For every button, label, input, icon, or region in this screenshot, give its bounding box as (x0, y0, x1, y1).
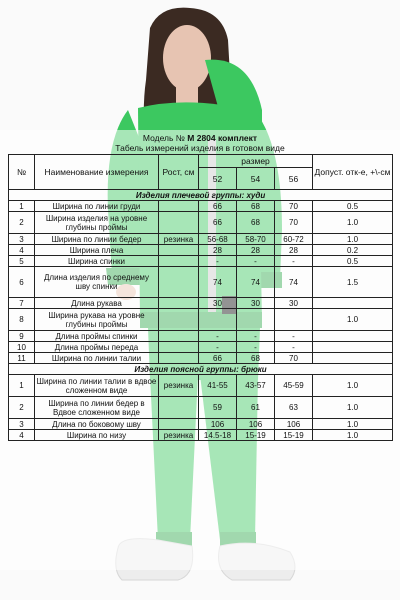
cell-number: 3 (9, 234, 35, 245)
cell-tolerance: 1.0 (313, 234, 393, 245)
cell-height (159, 256, 199, 267)
cell-name: Ширина по линии талии (35, 353, 159, 364)
cell-number: 6 (9, 267, 35, 298)
cell-height (159, 342, 199, 353)
cell-name: Ширина по линии талии в вдвое сложенном виде (35, 375, 159, 397)
section-title: Изделия плечевой группы: худи (9, 190, 393, 201)
table-row (9, 342, 393, 353)
cell-name: Длина изделия по среднему шву спинки (35, 267, 159, 298)
sheet-title (8, 133, 392, 143)
model-prefix: Модель № (142, 133, 185, 143)
cell-height (159, 331, 199, 342)
header-size-2: 54 (237, 168, 275, 190)
cell-tolerance: 1.0 (313, 309, 393, 331)
header-size-3: 56 (275, 168, 313, 190)
cell-number: 1 (9, 375, 35, 397)
cell-number: 8 (9, 309, 35, 331)
table-row (9, 375, 393, 397)
cell-tolerance: 0.5 (313, 256, 393, 267)
cell-size-56: 63 (275, 397, 313, 419)
cell-tolerance: 1.0 (313, 419, 393, 430)
cell-name: Ширина по низу (35, 430, 159, 441)
cell-size-56: 15-19 (275, 430, 313, 441)
cell-tolerance: 1.0 (313, 430, 393, 441)
header-size-1: 52 (199, 168, 237, 190)
cell-size-54: 30 (237, 298, 275, 309)
cell-name: Ширина по линии бедер (35, 234, 159, 245)
cell-name: Ширина рукава на уровне глубины проймы (35, 309, 159, 331)
cell-size-56: 45-59 (275, 375, 313, 397)
table-row (9, 419, 393, 430)
cell-size-54: 106 (237, 419, 275, 430)
cell-tolerance: 1.5 (313, 267, 393, 298)
header-name: Наименование измерения (35, 155, 159, 190)
cell-size-52: - (199, 342, 237, 353)
cell-size-52: 59 (199, 397, 237, 419)
cell-size-56: - (275, 342, 313, 353)
cell-size-54: - (237, 342, 275, 353)
cell-size-54: 43-57 (237, 375, 275, 397)
section-title: Изделия поясной группы: брюки (9, 364, 393, 375)
table-row (9, 397, 393, 419)
cell-name: Ширина по линии груди (35, 201, 159, 212)
pants-rows (9, 375, 393, 441)
section-row (9, 364, 393, 375)
cell-size-52 (199, 309, 237, 331)
cell-size-56: - (275, 331, 313, 342)
cell-size-52: 66 (199, 212, 237, 234)
cell-height (159, 309, 199, 331)
cell-size-56: - (275, 256, 313, 267)
header-size: размер (199, 155, 313, 168)
cell-size-54: 74 (237, 267, 275, 298)
table-row (9, 201, 393, 212)
cell-name: Длина проймы спинки (35, 331, 159, 342)
cell-height: резинка (159, 234, 199, 245)
table-row (9, 309, 393, 331)
cell-size-54: 58-70 (237, 234, 275, 245)
cell-name: Ширина спинки (35, 256, 159, 267)
table-row (9, 234, 393, 245)
cell-size-52: 56-68 (199, 234, 237, 245)
table-row (9, 331, 393, 342)
cell-height (159, 245, 199, 256)
model-name: М 2804 комплект (187, 133, 258, 143)
table-row (9, 256, 393, 267)
cell-size-52: - (199, 331, 237, 342)
cell-size-54: - (237, 256, 275, 267)
cell-height (159, 353, 199, 364)
cell-height: резинка (159, 430, 199, 441)
cell-tolerance (313, 353, 393, 364)
cell-number: 3 (9, 419, 35, 430)
cell-number: 2 (9, 212, 35, 234)
cell-size-54: 68 (237, 353, 275, 364)
cell-number: 10 (9, 342, 35, 353)
cell-name: Ширина по линии бедер в Вдвое сложенном виде (35, 397, 159, 419)
cell-height: резинка (159, 375, 199, 397)
cell-height (159, 212, 199, 234)
cell-height (159, 419, 199, 430)
cell-height (159, 201, 199, 212)
cell-number: 2 (9, 397, 35, 419)
cell-name: Длина рукава (35, 298, 159, 309)
cell-number: 7 (9, 298, 35, 309)
cell-size-52: 30 (199, 298, 237, 309)
cell-number: 9 (9, 331, 35, 342)
header-tolerance: Допуст. отк-е, +\-см (313, 155, 393, 190)
header-no: № (9, 155, 35, 190)
cell-size-54: 61 (237, 397, 275, 419)
cell-size-52: 41-55 (199, 375, 237, 397)
table-row (9, 353, 393, 364)
model-face (163, 25, 211, 91)
cell-tolerance: 1.0 (313, 212, 393, 234)
table-row (9, 430, 393, 441)
cell-tolerance (313, 298, 393, 309)
cell-name: Ширина плеча (35, 245, 159, 256)
cell-size-56: 70 (275, 353, 313, 364)
cell-size-52: 14.5-18 (199, 430, 237, 441)
hoodie-rows (9, 201, 393, 364)
cell-tolerance: 1.0 (313, 375, 393, 397)
cell-size-54: 28 (237, 245, 275, 256)
cell-tolerance: 0.2 (313, 245, 393, 256)
measurement-table (8, 154, 393, 441)
cell-tolerance: 1.0 (313, 397, 393, 419)
sheet-subtitle: Табель измерений изделия в готовом виде (115, 143, 285, 153)
table-row (9, 245, 393, 256)
measurement-sheet (8, 133, 392, 441)
cell-height (159, 298, 199, 309)
cell-size-54 (237, 309, 275, 331)
cell-size-52: 66 (199, 353, 237, 364)
cell-tolerance (313, 342, 393, 353)
cell-name: Длина проймы переда (35, 342, 159, 353)
section-row (9, 190, 393, 201)
cell-size-52: - (199, 256, 237, 267)
cell-size-56: 106 (275, 419, 313, 430)
cell-number: 11 (9, 353, 35, 364)
table-row (9, 298, 393, 309)
cell-size-56: 70 (275, 212, 313, 234)
table-row (9, 212, 393, 234)
cell-number: 4 (9, 430, 35, 441)
cell-size-56 (275, 309, 313, 331)
cell-size-52: 28 (199, 245, 237, 256)
cell-size-52: 66 (199, 201, 237, 212)
cell-size-54: - (237, 331, 275, 342)
cell-name: Ширина изделия на уровне глубины проймы (35, 212, 159, 234)
cell-size-56: 28 (275, 245, 313, 256)
cell-height (159, 397, 199, 419)
cell-size-56: 74 (275, 267, 313, 298)
cell-size-56: 30 (275, 298, 313, 309)
cell-size-56: 70 (275, 201, 313, 212)
cell-size-52: 106 (199, 419, 237, 430)
cell-size-52: 74 (199, 267, 237, 298)
table-row (9, 267, 393, 298)
cell-tolerance (313, 331, 393, 342)
cell-size-54: 68 (237, 201, 275, 212)
cell-number: 4 (9, 245, 35, 256)
cell-size-54: 68 (237, 212, 275, 234)
cell-name: Длина по боковому шву (35, 419, 159, 430)
header-height: Рост, см (159, 155, 199, 190)
cell-number: 5 (9, 256, 35, 267)
cell-height (159, 267, 199, 298)
cell-number: 1 (9, 201, 35, 212)
cell-size-54: 15-19 (237, 430, 275, 441)
cell-size-56: 60-72 (275, 234, 313, 245)
header-row-1 (9, 155, 393, 168)
cell-tolerance: 0.5 (313, 201, 393, 212)
